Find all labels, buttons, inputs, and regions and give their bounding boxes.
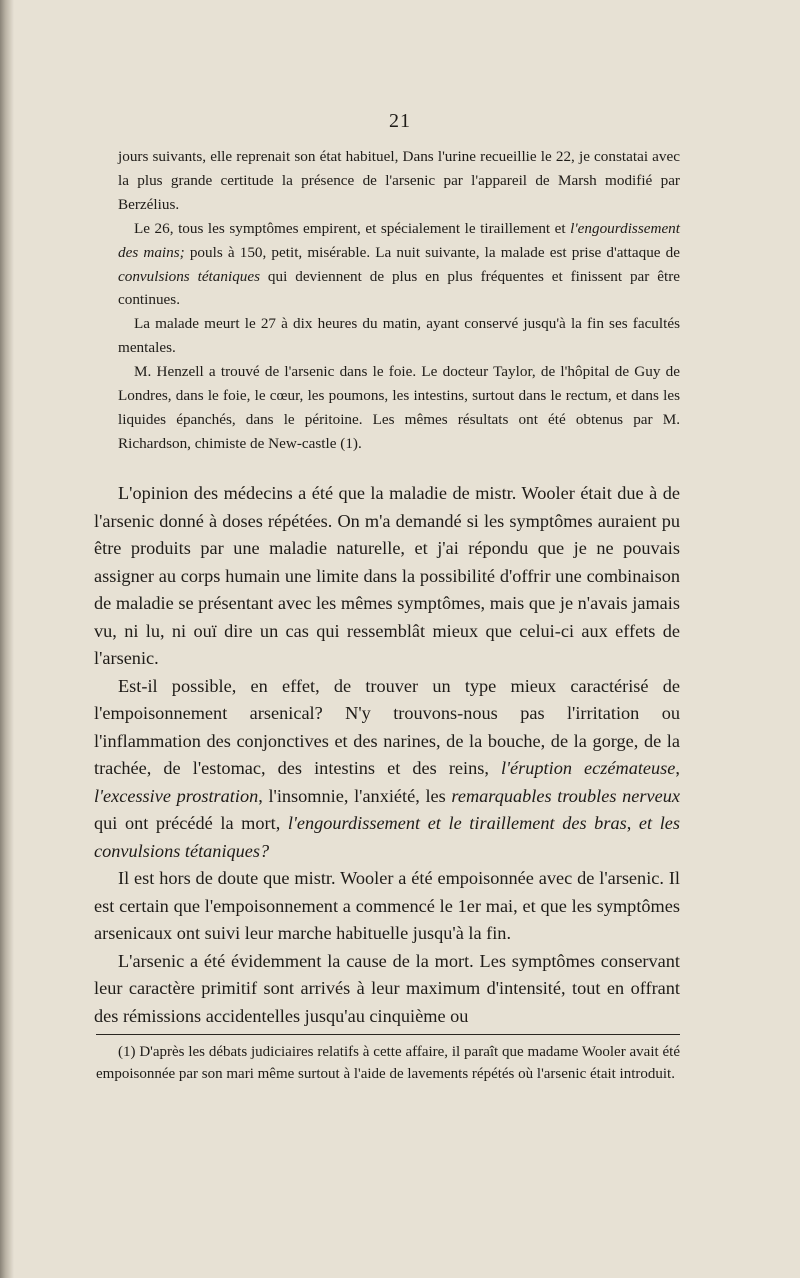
upper-p2-text-1: Le 26, tous les symptômes empirent, et spécialement le tiraillement et xyxy=(134,219,566,237)
main-paragraph-3: Il est hors de doute que mistr. Wooler a été empoisonnée avec de l'arsenic. Il est certain que l'empoisonnement a commencé le 1er mai, et que les symptômes arsenicaux ont suivi leur marche habituelle jusqu'à la fin. xyxy=(94,868,680,943)
upper-paragraph-3: La malade meurt le 27 à dix heures du matin, ayant conservé jusqu'à la fin ses facultés mentales. xyxy=(118,315,680,357)
page-number: 21 xyxy=(389,110,411,132)
main-paragraph-1: L'opinion des médecins a été que la maladie de mistr. Wooler était due à de l'arsenic donné à doses répétées. On m'a demandé si les symptômes auraient pu être produits par une maladie naturelle, et j'ai répondu que je ne pouvais assigner au corps humain une limite dans la possibilité d'offrir une combinaison de maladie se présentant avec les mêmes symptômes, mais que je n'avais jamais vu, ni lu, ni ouï dire un cas qui ressemblât mieux que celui-ci aux effets de l'arsenic. xyxy=(94,483,680,668)
upper-p2-italic-1: l'engourdissement des mains; xyxy=(118,219,680,261)
main-p2-italic-1: l'éruption eczémateuse xyxy=(501,758,676,778)
page-left-edge xyxy=(0,0,14,1278)
main-paragraph-4: L'arsenic a été évidemment la cause de la mort. Les symptômes conservant leur caractère primitif sont arrivés à leur maximum d'intensité, tout en offrant des rémissions accidentelles jusqu'au cinquième ou xyxy=(94,950,680,1026)
main-p2-italic-2: l'excessive prostration xyxy=(94,785,259,806)
upper-p2-text-2: pouls à 150, petit, misérable. La nuit suivante, la malade est prise d'attaque de xyxy=(184,243,680,261)
main-p2-italic-5: et les convulsions tétaniques? xyxy=(94,813,680,861)
upper-paragraph-1: jours suivants, elle reprenait son état habituel, Dans l'urine recueillie le 22, je constatai avec la plus grande certitude la présence de l'arsenic par l'appareil de Marsh modifié par Berzélius. xyxy=(118,148,680,213)
upper-paragraph-2 xyxy=(118,217,680,313)
footnote-divider xyxy=(96,1034,680,1035)
main-text-block xyxy=(94,480,680,1030)
main-p2-text-1: Est-il possible, en effet, de trouver un type mieux caractérisé de l'empoisonnement arsenical? N'y trouvons-nous pas l'irritation ou l'inflammation des conjonctives et des narines, de la bouche, de la gorge, de la trachée, de l'estomac, des intestins et des reins, xyxy=(94,675,680,778)
main-p2-text-2: , xyxy=(675,758,680,778)
main-p2-text-4: qui ont précédé la mort, xyxy=(94,813,288,833)
upper-p2-italic-2: convulsions tétaniques xyxy=(118,267,261,285)
upper-p2-text-3: qui deviennent de plus en plus fréquentes et finissent par être continues. xyxy=(118,267,680,309)
main-p2-italic-3: remarquables troubles nerveux xyxy=(451,785,680,806)
main-p2-text-3: , l'insomnie, l'anxiété, les xyxy=(258,785,452,806)
main-p2-italic-4: l'engourdissement et le tiraillement des bras xyxy=(287,813,627,833)
main-p2-text-5: , xyxy=(626,813,639,833)
footnote: (1) D'après les débats judiciaires relatifs à cette affaire, il paraît que madame Wooler avait été empoisonnée par son mari même surtout à l'aide de lavements répétés où l'arsenic était introduit. xyxy=(96,1044,680,1082)
upper-text-block xyxy=(118,145,680,456)
main-paragraph-2 xyxy=(94,673,680,866)
upper-paragraph-4: M. Henzell a trouvé de l'arsenic dans le foie. Le docteur Taylor, de l'hôpital de Guy de Londres, dans le foie, le cœur, les poumons, les intestins, surtout dans le rectum, et dans les liquides épanchés, dans le péritoine. Les mêmes résultats ont été obtenus par M. Richardson, chimiste de New-castle (1). xyxy=(118,363,680,452)
